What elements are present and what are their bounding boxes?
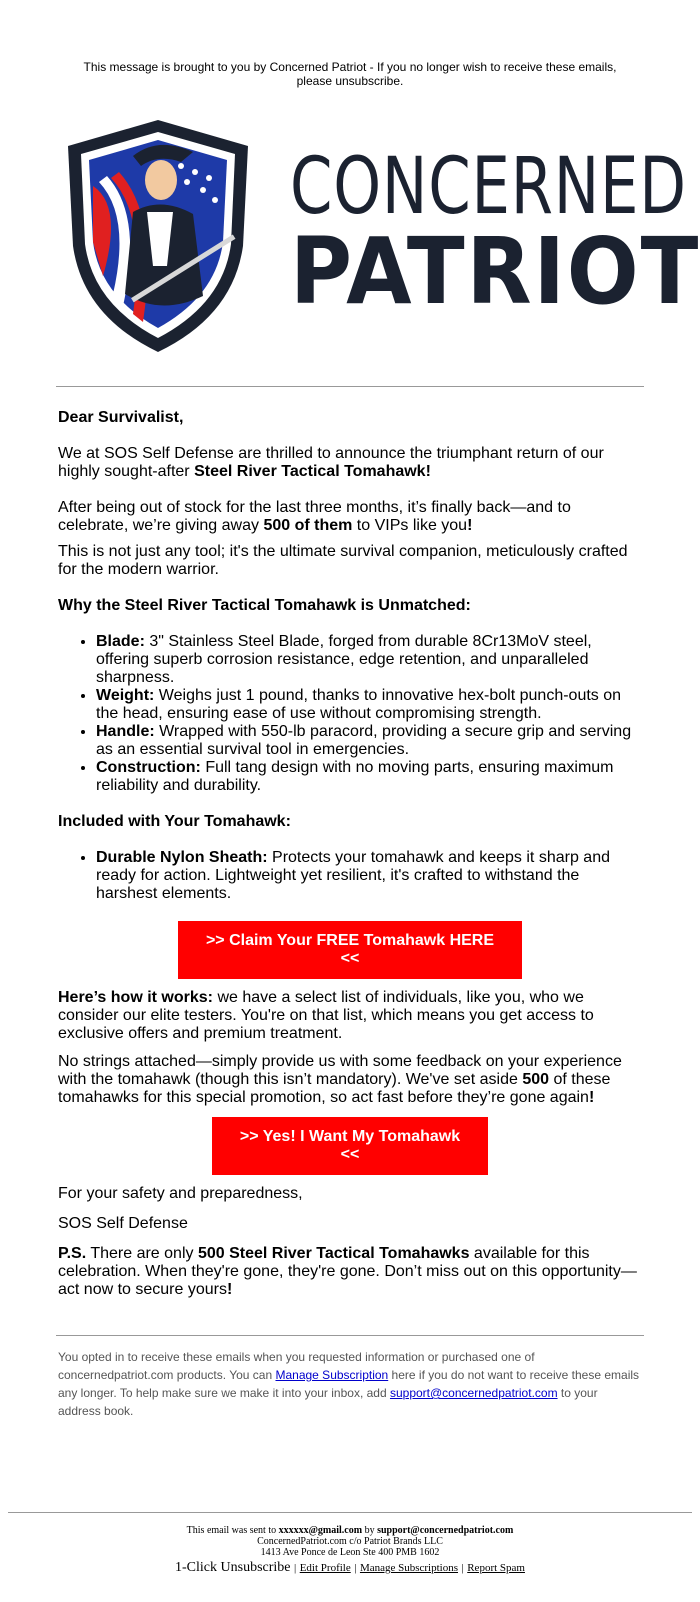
feature-label: Blade: <box>96 633 145 650</box>
link-separator: | <box>461 1562 464 1574</box>
list-item <box>96 759 642 795</box>
feature-text: Full tang design with no moving parts, ensuring maximum reliability and durability. <box>96 759 614 794</box>
footer-divider <box>56 1335 644 1336</box>
sent-by-text: by <box>362 1525 378 1536</box>
intro-paragraph <box>58 445 642 481</box>
strings-text-end: of these tomahawks for this special promotion, so act fast before they’re gone again <box>58 1071 611 1106</box>
recipient-email: xxxxxx@gmail.com <box>278 1525 363 1536</box>
brand-logo[interactable] <box>0 100 700 370</box>
unsubscribe-link[interactable]: 1-Click Unsubscribe <box>175 1560 291 1575</box>
ps-text-end: available for this celebration. When they're gone, they're gone. Don’t miss out on this opportunity—act now to secure yours <box>58 1245 637 1298</box>
optin-text-end: to your address book. <box>58 1386 598 1418</box>
claim-tomahawk-button[interactable]: >> Claim Your FREE Tomahawk HERE << <box>178 921 522 979</box>
address-line: 1413 Ave Ponce de Leon Ste 400 PMB 1602 <box>260 1547 440 1558</box>
list-item <box>96 687 642 723</box>
patriot-shield-icon <box>63 116 253 356</box>
optin-text: You opted in to receive these emails when you requested information or purchased one of concernedpatriot.com products. You can <box>58 1350 535 1382</box>
included-heading-text: Included with Your Tomahawk: <box>58 813 291 830</box>
optin-text-mid: here if you do not want to receive these emails any longer. To help make sure we make it into your inbox, add <box>58 1368 640 1400</box>
greeting-text: Dear Survivalist, <box>58 409 184 426</box>
cta-row-2 <box>58 1117 642 1175</box>
giveaway-count: 500 of them <box>263 517 353 534</box>
how-it-works-paragraph <box>58 989 642 1043</box>
list-item <box>96 723 642 759</box>
stock-paragraph <box>58 499 642 535</box>
company-line: ConcernedPatriot.com c/o Patriot Brands LLC <box>257 1536 443 1547</box>
feature-text: Weighs just 1 pound, thanks to innovative hex-bolt punch-outs on the head, ensuring ease of use without compromising strength. <box>96 687 622 722</box>
intro-exclaim: ! <box>425 463 431 480</box>
strings-text: No strings attached—simply provide us with some feedback on your experience with the tomahawk (though this isn’t mandatory). We've set aside <box>58 1053 622 1088</box>
how-label: Here’s how it works: <box>58 989 213 1006</box>
strings-exclaim: ! <box>588 1089 595 1106</box>
support-email-link[interactable]: support@concernedpatriot.com <box>389 1386 558 1400</box>
feature-text: 3" Stainless Steel Blade, forged from durable 8Cr13MoV steel, offering superb corrosion resistance, edge retention, and unparalleled sharpness. <box>96 633 592 686</box>
cta-row-1 <box>58 921 642 979</box>
legal-divider <box>8 1512 692 1513</box>
footer-links <box>0 1560 700 1576</box>
no-strings-paragraph <box>58 1053 642 1107</box>
included-text: Protects your tomahawk and keeps it sharp and ready for action. Lightweight yet resilient, it's crafted to withstand the harshest elements. <box>96 849 610 902</box>
brand-line-patriot: PATRIOT <box>290 218 700 325</box>
not-just-paragraph: This is not just any tool; it's the ultimate survival companion, meticulously crafted for the modern warrior. <box>58 543 628 578</box>
manage-subscription-link[interactable]: Manage Subscription <box>275 1368 389 1382</box>
ps-product: 500 Steel River Tactical Tomahawks <box>197 1245 470 1262</box>
feature-label: Construction: <box>96 759 201 776</box>
product-name: Steel River Tactical Tomahawk <box>194 463 426 480</box>
included-list <box>58 849 642 903</box>
signature: SOS Self Defense <box>58 1215 188 1232</box>
report-spam-link[interactable]: Report Spam <box>467 1562 525 1574</box>
ps-exclaim: ! <box>226 1281 233 1298</box>
greeting <box>58 409 642 427</box>
link-separator: | <box>354 1562 357 1574</box>
signoff: For your safety and preparedness, <box>58 1185 303 1202</box>
list-item <box>96 633 642 687</box>
ps-label: P.S. <box>58 1245 87 1262</box>
why-heading <box>58 597 642 615</box>
stock-text: After being out of stock for the last three months, it’s finally back—and to celebrate, we’re giving away <box>58 499 571 534</box>
stock-exclaim: ! <box>467 517 473 534</box>
how-text: we have a select list of individuals, like you, who we consider our elite testers. You're on that list, which means you get access to exclusive offers and premium treatment. <box>58 989 594 1042</box>
sent-text: This email was sent to <box>186 1525 279 1536</box>
legal-footer <box>0 1525 700 1576</box>
strings-count: 500 <box>522 1071 550 1088</box>
ps-text: There are only <box>86 1245 198 1262</box>
edit-profile-link[interactable]: Edit Profile <box>299 1562 351 1574</box>
ps-paragraph <box>58 1245 642 1299</box>
list-item <box>96 849 642 903</box>
included-label: Durable Nylon Sheath: <box>96 849 268 866</box>
link-separator: | <box>294 1562 297 1574</box>
manage-subscriptions-link[interactable]: Manage Subscriptions <box>359 1562 459 1574</box>
feature-list <box>58 633 642 795</box>
feature-label: Weight: <box>96 687 155 704</box>
intro-text: We at SOS Self Defense are thrilled to announce the triumphant return of our highly sought-after <box>58 445 604 480</box>
brand-line-concerned: CONCERNED <box>290 142 687 232</box>
preheader-text: This message is brought to you by Concerned Patriot - If you no longer wish to receive these emails, please unsubscribe. <box>83 60 617 88</box>
sent-to-line <box>0 1525 700 1536</box>
want-tomahawk-button[interactable]: >> Yes! I Want My Tomahawk << <box>212 1117 488 1175</box>
sender-email: support@concernedpatriot.com <box>377 1525 514 1536</box>
feature-label: Handle: <box>96 723 155 740</box>
email-body <box>0 409 700 1299</box>
feature-text: Wrapped with 550-lb paracord, providing a secure grip and serving as an essential survival tool in emergencies. <box>96 723 632 758</box>
why-heading-text: Why the Steel River Tactical Tomahawk is Unmatched: <box>58 597 471 614</box>
stock-text-end: to VIPs like you <box>352 517 468 534</box>
optin-notice <box>0 1348 700 1420</box>
top-divider <box>56 386 644 387</box>
included-heading <box>58 813 642 831</box>
